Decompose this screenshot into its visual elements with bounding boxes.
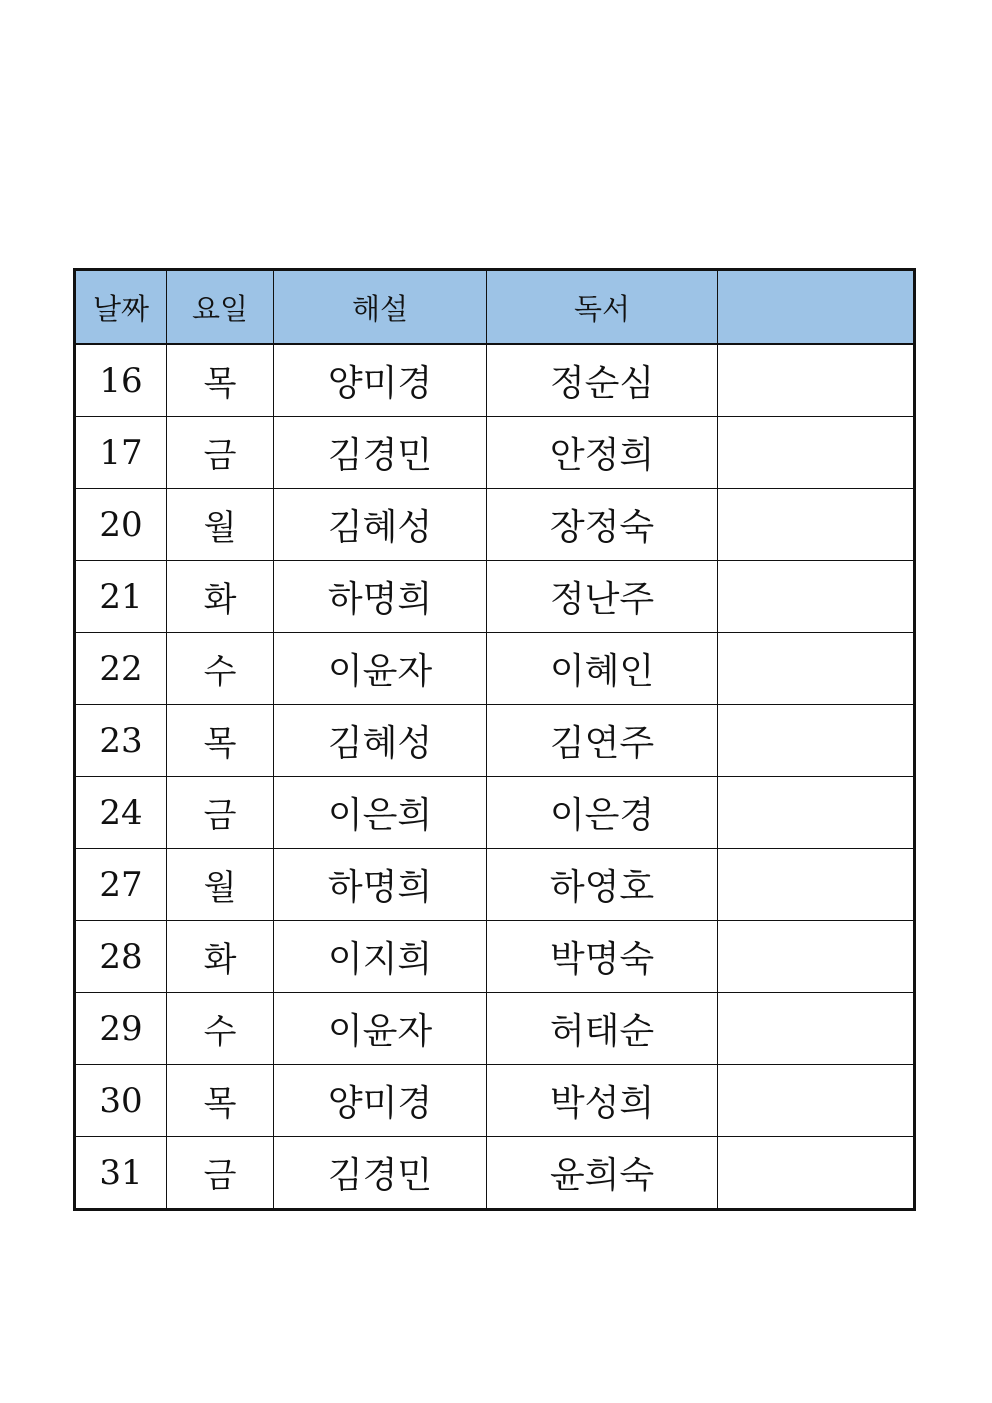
table-row [75, 705, 915, 777]
reading-cell: 안정희 [487, 417, 718, 489]
date-cell: 27 [75, 849, 167, 921]
day-cell: 화 [167, 921, 274, 993]
commentary-cell: 양미경 [274, 1065, 487, 1137]
reading-cell: 허태순 [487, 993, 718, 1065]
commentary-cell: 이윤자 [274, 993, 487, 1065]
day-cell: 화 [167, 561, 274, 633]
reading-cell: 정순심 [487, 344, 718, 417]
day-cell: 금 [167, 777, 274, 849]
note-cell [718, 921, 915, 993]
table-row [75, 489, 915, 561]
note-cell [718, 849, 915, 921]
note-cell [718, 417, 915, 489]
day-cell: 수 [167, 633, 274, 705]
table-row [75, 921, 915, 993]
commentary-cell: 이지희 [274, 921, 487, 993]
day-cell: 목 [167, 705, 274, 777]
note-cell [718, 993, 915, 1065]
reading-cell: 정난주 [487, 561, 718, 633]
table-row [75, 1065, 915, 1137]
commentary-cell: 하명희 [274, 849, 487, 921]
commentary-cell: 김경민 [274, 1137, 487, 1210]
table-row [75, 993, 915, 1065]
day-cell: 금 [167, 1137, 274, 1210]
reading-cell: 이혜인 [487, 633, 718, 705]
reading-cell: 하영호 [487, 849, 718, 921]
note-cell [718, 705, 915, 777]
reading-cell: 장정숙 [487, 489, 718, 561]
note-cell [718, 1137, 915, 1210]
table-row [75, 849, 915, 921]
commentary-cell: 이은희 [274, 777, 487, 849]
table-row [75, 777, 915, 849]
header-reading: 독서 [487, 270, 718, 345]
note-cell [718, 561, 915, 633]
day-cell: 수 [167, 993, 274, 1065]
day-cell: 목 [167, 344, 274, 417]
commentary-cell: 김경민 [274, 417, 487, 489]
header-date: 날짜 [75, 270, 167, 345]
reading-cell: 윤희숙 [487, 1137, 718, 1210]
date-cell: 28 [75, 921, 167, 993]
note-cell [718, 489, 915, 561]
date-cell: 20 [75, 489, 167, 561]
date-cell: 17 [75, 417, 167, 489]
table-row [75, 561, 915, 633]
note-cell [718, 777, 915, 849]
table-row [75, 417, 915, 489]
note-cell [718, 1065, 915, 1137]
reading-cell: 박명숙 [487, 921, 718, 993]
day-cell: 월 [167, 849, 274, 921]
reading-cell: 박성희 [487, 1065, 718, 1137]
reading-cell: 이은경 [487, 777, 718, 849]
date-cell: 23 [75, 705, 167, 777]
date-cell: 31 [75, 1137, 167, 1210]
reading-cell: 김연주 [487, 705, 718, 777]
date-cell: 21 [75, 561, 167, 633]
schedule-table [73, 268, 916, 1211]
date-cell: 30 [75, 1065, 167, 1137]
header-note [718, 270, 915, 345]
table-row [75, 344, 915, 417]
date-cell: 29 [75, 993, 167, 1065]
schedule-body [75, 344, 915, 1210]
table-row [75, 1137, 915, 1210]
day-cell: 목 [167, 1065, 274, 1137]
day-cell: 금 [167, 417, 274, 489]
commentary-cell: 김혜성 [274, 489, 487, 561]
note-cell [718, 344, 915, 417]
day-cell: 월 [167, 489, 274, 561]
date-cell: 16 [75, 344, 167, 417]
header-commentary: 해설 [274, 270, 487, 345]
commentary-cell: 하명희 [274, 561, 487, 633]
date-cell: 24 [75, 777, 167, 849]
header-day: 요일 [167, 270, 274, 345]
date-cell: 22 [75, 633, 167, 705]
note-cell [718, 633, 915, 705]
table-row [75, 633, 915, 705]
commentary-cell: 이윤자 [274, 633, 487, 705]
commentary-cell: 양미경 [274, 344, 487, 417]
commentary-cell: 김혜성 [274, 705, 487, 777]
header-row [75, 270, 915, 345]
